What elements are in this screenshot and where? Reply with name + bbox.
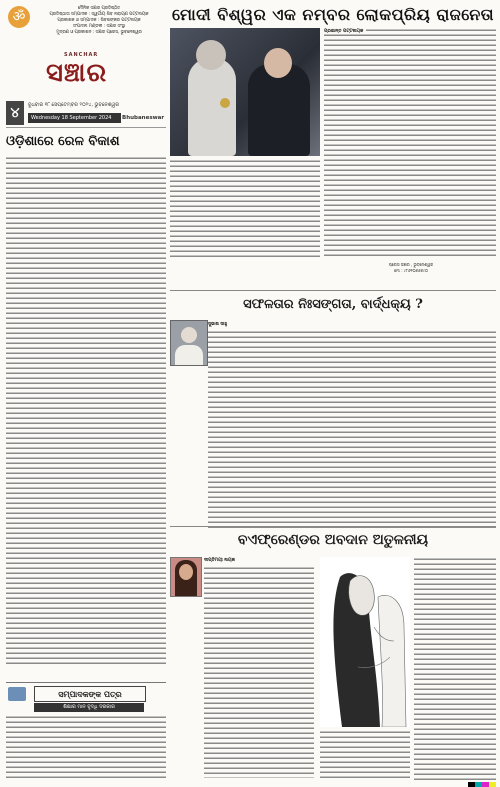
divider — [170, 526, 496, 527]
divider — [170, 290, 496, 291]
letters-section — [6, 682, 166, 782]
article3-body-left — [204, 566, 314, 778]
article3-author-photo — [170, 557, 202, 597]
article1-photo — [170, 28, 320, 156]
page-number: ୪ — [6, 101, 24, 125]
article2-headline: ସଫଳତାର ନିଃସଙ୍ଗତା, ବାର୍ଦ୍ଧକ୍ୟ ? — [243, 297, 423, 312]
article2-author-photo — [170, 320, 208, 366]
left-column — [6, 4, 166, 781]
article1-headline: ମୋଦୀ ବିଶ୍ୱର ଏକ ନମ୍ବର ଲୋକପ୍ରିୟ ରାଜନେତା — [172, 5, 494, 24]
letter-icon — [8, 687, 26, 701]
article1-body-left — [170, 159, 320, 259]
letters-title: ସମ୍ପାଦକଙ୍କ ପତ୍ର — [34, 686, 146, 702]
brand-latin: SANCHAR — [64, 52, 99, 58]
print-color-bar — [468, 782, 496, 787]
letters-subtitle: ଶିକ୍ଷାର ମାନ ବୃଦ୍ଧି ଦରକାର — [34, 703, 144, 712]
masthead — [6, 4, 166, 128]
article3-body-bottom — [320, 730, 410, 781]
article1-author: ପ୍ରଶାନ୍ତ ପଟ୍ଟନାୟକ — [324, 28, 366, 34]
article3-headline: ବଏଫ୍ରେଣ୍ଡର ଅବଦାନ ଅତୁଳନୀୟ — [237, 532, 429, 548]
brand-logo: ସଞ୍ଚାର — [46, 58, 108, 88]
article3-body-right — [414, 557, 496, 781]
right-section — [170, 4, 496, 781]
article3-author: ଦୀପ୍ତିମୟୀ ନାୟକ — [204, 558, 235, 563]
article2-author: ସୁଭାଷ ସାହୁ — [208, 322, 227, 327]
date-english: Wednesday 18 September 2024 — [28, 113, 121, 123]
article1-contact: ପ୍ରେସ ସଞ୍ଚାର , ଭୁବନେଶ୍ୱର ମୋ : ୯୮୬୧୦୬୬୬୯୦ — [388, 262, 434, 273]
article2-body — [208, 330, 496, 530]
om-icon: ॐ — [8, 6, 30, 28]
date-odia: ବୁଧବାର ୧୮ ସେପ୍ଟେମ୍ବର ୨୦୨୪, ଭୁବନେଶ୍ୱର — [28, 102, 120, 108]
article3-illustration — [320, 557, 410, 727]
dateline — [6, 101, 166, 125]
editorial-headline: ଓଡ଼ିଶାରେ ରେଳ ବିକାଶ — [6, 134, 120, 149]
masthead-tagline: ଦୈନିକ ସଞ୍ଚାର ପ୍ରତିଷ୍ଠିତ ପ୍ରତିଷ୍ଠାତା ସମ୍ପାଦକ : ସ୍ୱର୍ଗୀୟ ଶିବ ନାରାୟଣ ପଟ୍ଟନାୟକ ପ୍ରକାଶକ ଓ ସମ୍ପାଦକ : ଶିବଶଙ୍କର ପଟ୍ଟନାୟକ ସଂପାଦନା ମଣ୍ଡଳୀ : ସଞ୍ଚାର ସଂସ୍ଥା ମୁଦ୍ରଣ ଓ ପ୍ରକାଶନ : ସଞ୍ଚାର ପ୍ରେସ, ଭୁବନେଶ୍ୱର — [49, 6, 149, 35]
city-name: Bhubaneswar — [122, 115, 165, 121]
article1-body-right — [324, 28, 496, 258]
letters-body — [6, 715, 166, 779]
editorial-body — [6, 156, 166, 666]
medal-icon — [220, 98, 230, 108]
